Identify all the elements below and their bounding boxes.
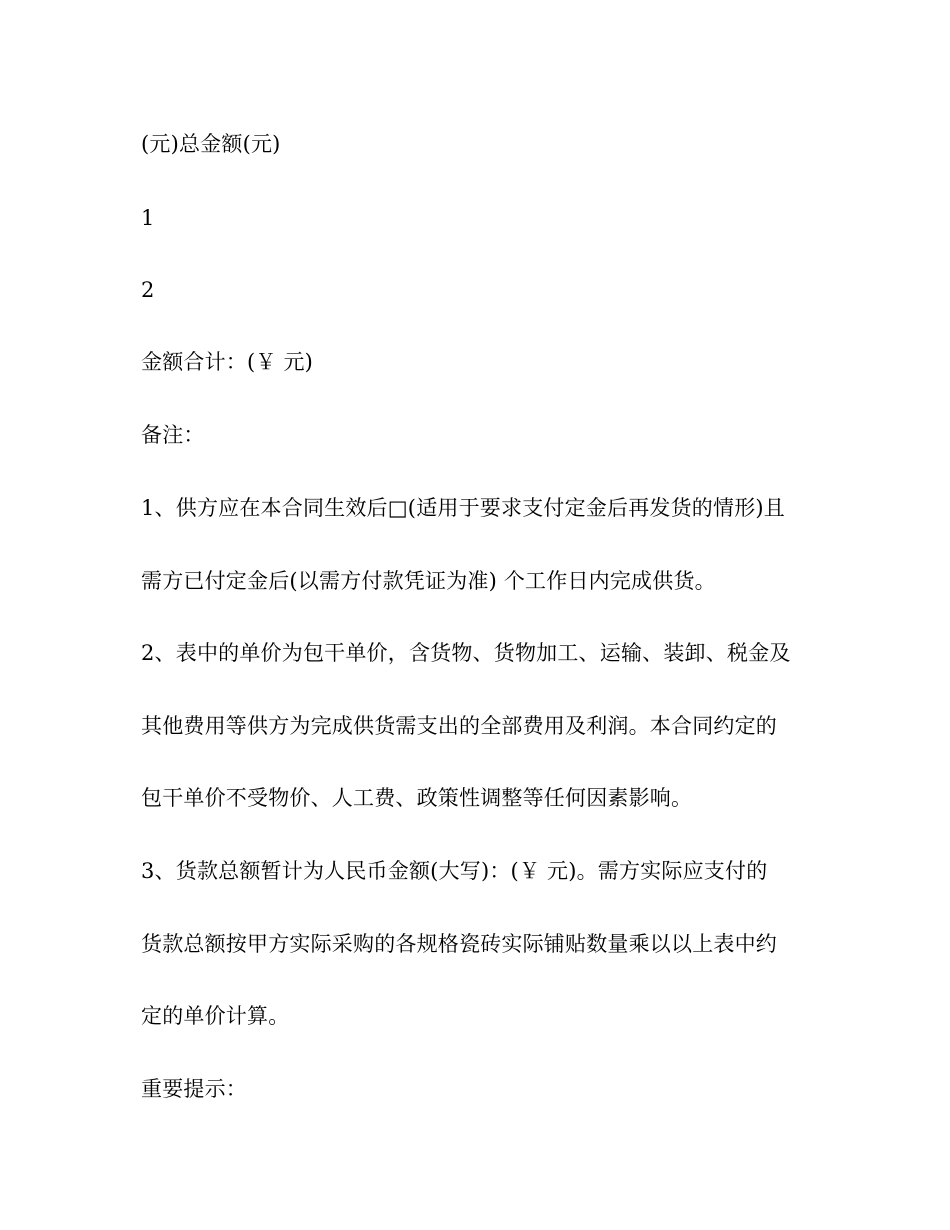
clause-3-line-2: 货款总额按甲方实际采购的各规格瓷砖实际铺贴数量乘以以上表中约 (141, 932, 777, 956)
important-notice-heading: 重要提示： (141, 1077, 247, 1101)
table-row-number-1: 1 (141, 206, 155, 230)
clause-2-line-2: 其他费用等供方为完成供货需支出的全部费用及利润。本合同约定的 (141, 714, 777, 738)
clause-1-line-1: 1、供方应在本合同生效后□(适用于要求支付定金后再发货的情形)且 (141, 496, 785, 520)
clause-2-line-1: 2、表中的单价为包干单价，含货物、货物加工、运输、装卸、税金及 (141, 641, 791, 665)
table-row-number-2: 2 (141, 278, 155, 302)
amount-total-line: 金额合计：(￥ 元) (141, 350, 314, 374)
clause-3-line-1: 3、货款总额暂计为人民币金额(大写)：(￥ 元)。需方实际应支付的 (141, 859, 768, 883)
clause-1-line-2: 需方已付定金后(以需方付款凭证为准) 个工作日内完成供货。 (141, 569, 716, 593)
remarks-heading: 备注： (141, 423, 205, 447)
table-header-fragment: (元)总金额(元) (141, 132, 281, 156)
clause-3-line-3: 定的单价计算。 (141, 1004, 290, 1028)
clause-2-line-3: 包干单价不受物价、人工费、政策性调整等任何因素影响。 (141, 786, 693, 810)
